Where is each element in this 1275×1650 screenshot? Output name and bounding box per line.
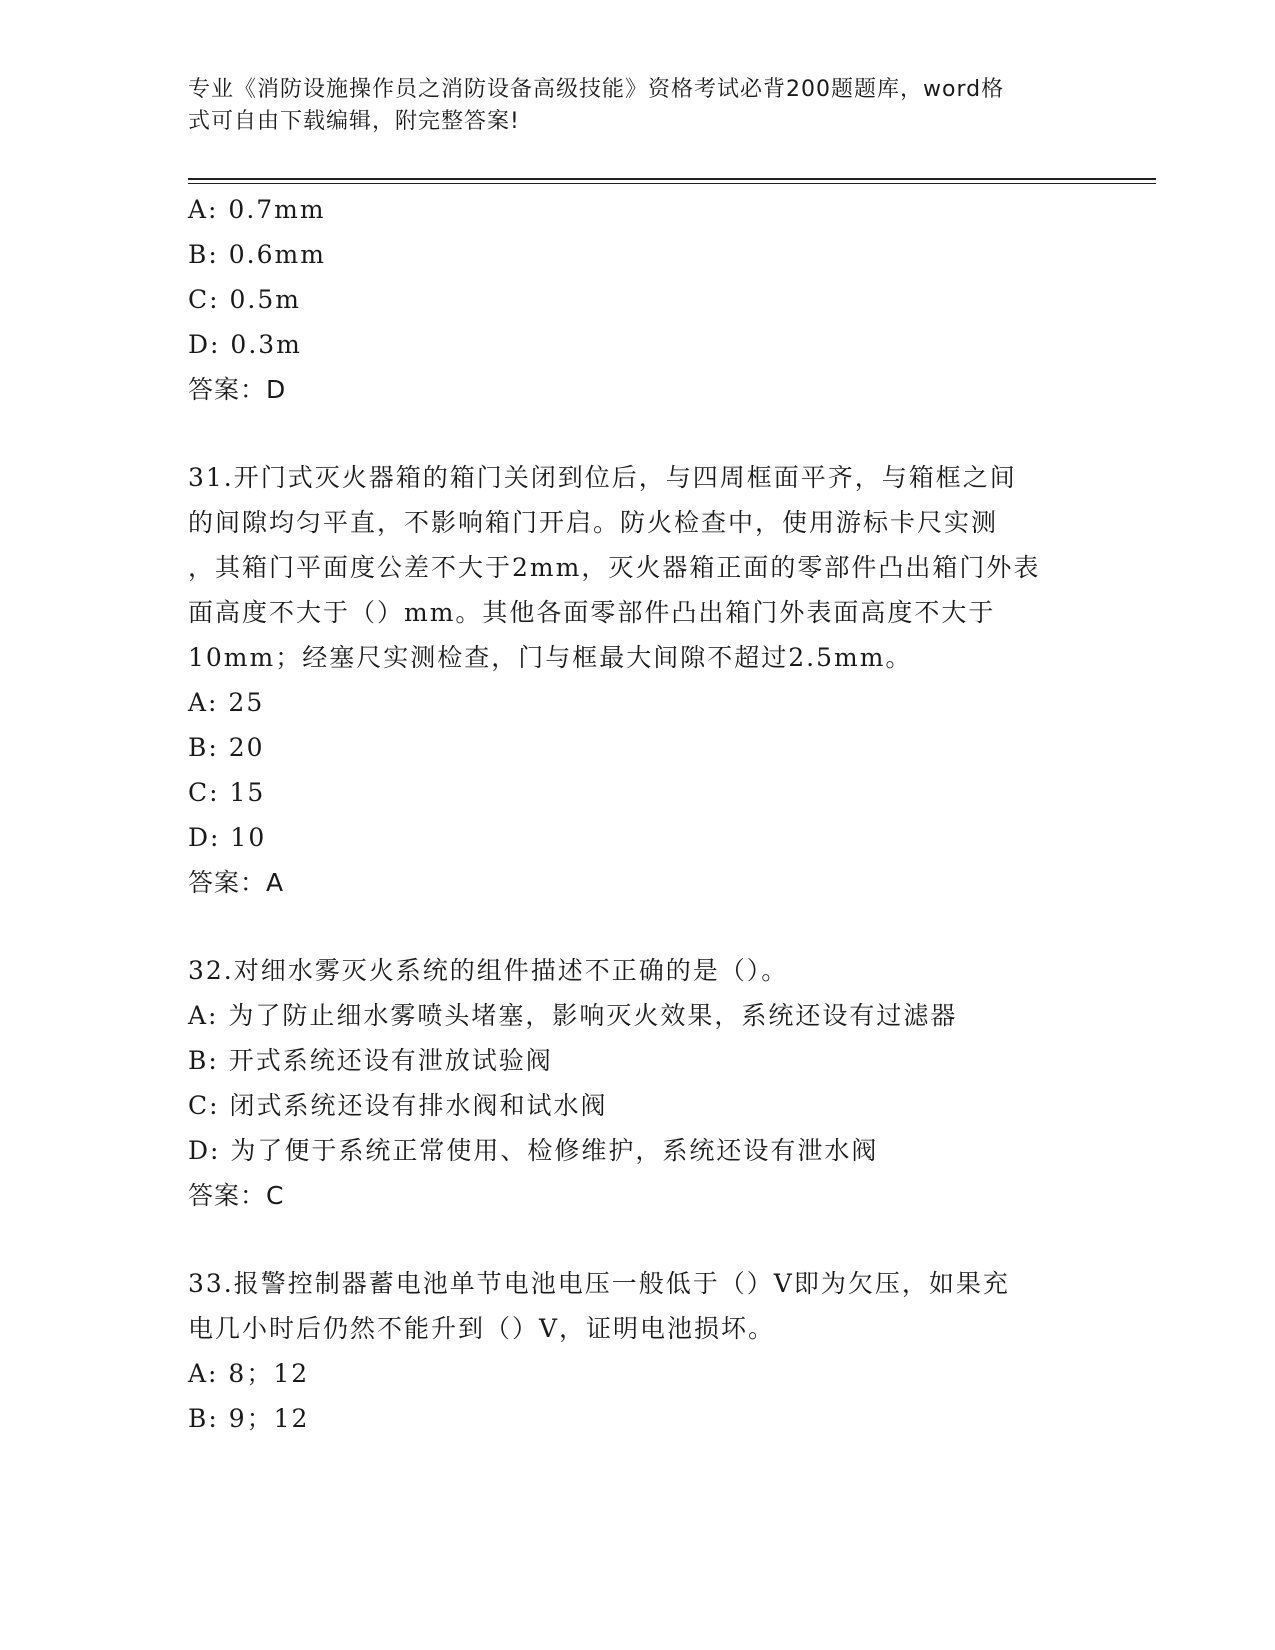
header-divider-thin xyxy=(188,183,1156,184)
q30-option-b: B: 0.6mm xyxy=(188,240,326,269)
q31-text-line-5: 10mm；经塞尺实测检查，门与框最大间隙不超过2.5mm。 xyxy=(188,643,913,672)
q32-option-d: D: 为了便于系统正常使用、检修维护，系统还设有泄水阀 xyxy=(188,1136,879,1165)
q32-option-a: A: 为了防止细水雾喷头堵塞，影响灭火效果，系统还设有过滤器 xyxy=(188,1001,958,1030)
q31-text-line-1: 31.开门式灭火器箱的箱门关闭到位后，与四周框面平齐，与箱框之间 xyxy=(188,463,1017,492)
q31-answer: 答案：A xyxy=(188,868,285,897)
header-divider xyxy=(188,178,1156,180)
q30-option-d: D: 0.3m xyxy=(188,330,302,359)
q32-text-line-1: 32.对细水雾灭火系统的组件描述不正确的是（）。 xyxy=(188,956,789,985)
q30-option-a: A: 0.7mm xyxy=(188,195,326,224)
q32-answer: 答案：C xyxy=(188,1181,285,1210)
document-header xyxy=(188,74,1088,138)
q31-text-line-2: 的间隙均匀平直，不影响箱门开启。防火检查中，使用游标卡尺实测 xyxy=(188,508,999,537)
header-line-2: 式可自由下载编辑，附完整答案! xyxy=(188,109,520,134)
q31-text-line-4: 面高度不大于（）mm。其他各面零部件凸出箱门外表面高度不大于 xyxy=(188,598,996,627)
q31-option-b: B: 20 xyxy=(188,733,265,762)
header-line-1: 专业《消防设施操作员之消防设备高级技能》资格考试必背200题题库，word格 xyxy=(188,77,1005,102)
q31-option-c: C: 15 xyxy=(188,778,266,807)
q31-text-line-3: ，其箱门平面度公差不大于2mm，灭火器箱正面的零部件凸出箱门外表 xyxy=(188,553,1041,582)
q33-text-line-1: 33.报警控制器蓄电池单节电池电压一般低于（）V即为欠压，如果充 xyxy=(188,1269,1010,1298)
q30-answer: 答案：D xyxy=(188,375,287,404)
q33-option-a: A: 8；12 xyxy=(188,1359,310,1388)
q30-option-c: C: 0.5m xyxy=(188,285,301,314)
q33-text-line-2: 电几小时后仍然不能升到（）V，证明电池损坏。 xyxy=(188,1314,776,1343)
q32-option-c: C: 闭式系统还设有排水阀和试水阀 xyxy=(188,1091,608,1120)
q31-option-d: D: 10 xyxy=(188,823,267,852)
q31-option-a: A: 25 xyxy=(188,688,265,717)
q33-option-b: B: 9；12 xyxy=(188,1404,310,1433)
q32-option-b: B: 开式系统还设有泄放试验阀 xyxy=(188,1046,553,1075)
